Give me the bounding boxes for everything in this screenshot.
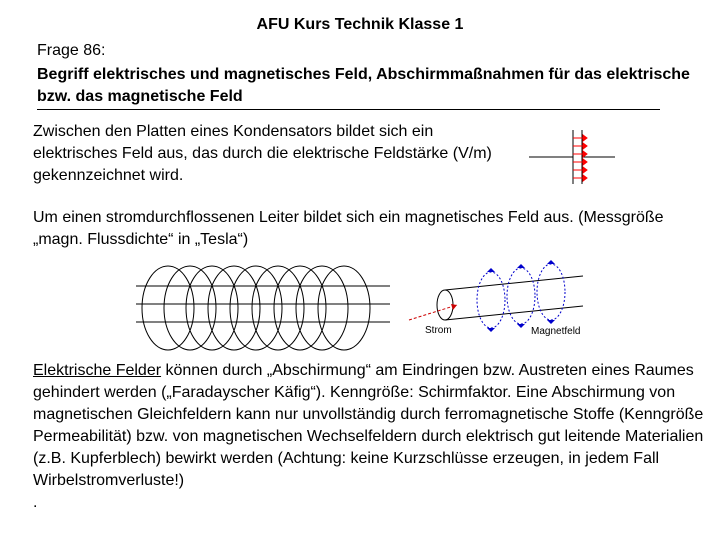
magnetic-field-label: Magnetfeld [531,326,581,337]
question-number: Frage 86: [37,42,106,59]
current-label: Strom [425,325,452,336]
conductor-field-diagram [405,256,605,340]
trailing-dot: . [33,494,38,511]
field-lines [573,135,587,181]
field-direction-arrows [487,260,555,332]
conductor-edge-top [445,276,583,290]
capacitor-field-diagram [525,126,617,188]
electric-field-text: Zwischen den Platten eines Kondensators bildet sich ein elektrisches Feld aus, das durch die elektrische Feldstärke (V/m) gekennzeichnet wird. [33,123,492,184]
coil-windings [142,266,370,350]
shielding-text [33,360,717,514]
coil-diagram [128,262,398,354]
question-title: Begriff elektrisches und magnetisches Feld, Abschirmmaßnahmen für das elektrische bzw. das magnetische Feld [37,66,690,105]
shielding-term: Elektrische Felder [33,362,162,379]
magnetic-field-loops [477,264,565,328]
divider [37,109,660,110]
magnetic-field-text: Um einen stromdurchflossenen Leiter bildet sich ein magnetisches Feld aus. (Messgröße „magn. Flussdichte“ in „Tesla“) [33,209,664,248]
shielding-body: können durch „Abschirmung“ am Eindringen bzw. Austreten eines Raumes gehindert werden („Faradayscher Käfig“). Kenngröße: Schirmfaktor. Eine Abschirmung von magnetischen Gleichfeldern kann nur unvollständig durch ferromagnetische Stoffe (Kenngröße Permeabilität) bzw. von magnetischen Wechselfeldern durch elektrisch gut leitende Materialien (z.B. Kupferblech) bewirkt werden (Achtung: keine Kurzschlüsse erzeugen, in jedem Fall Wirbelstromverluste!) [33,362,704,489]
conductor-end [437,290,453,320]
page-title: AFU Kurs Technik Klasse 1 [256,16,464,33]
current-arrowhead [451,304,457,310]
